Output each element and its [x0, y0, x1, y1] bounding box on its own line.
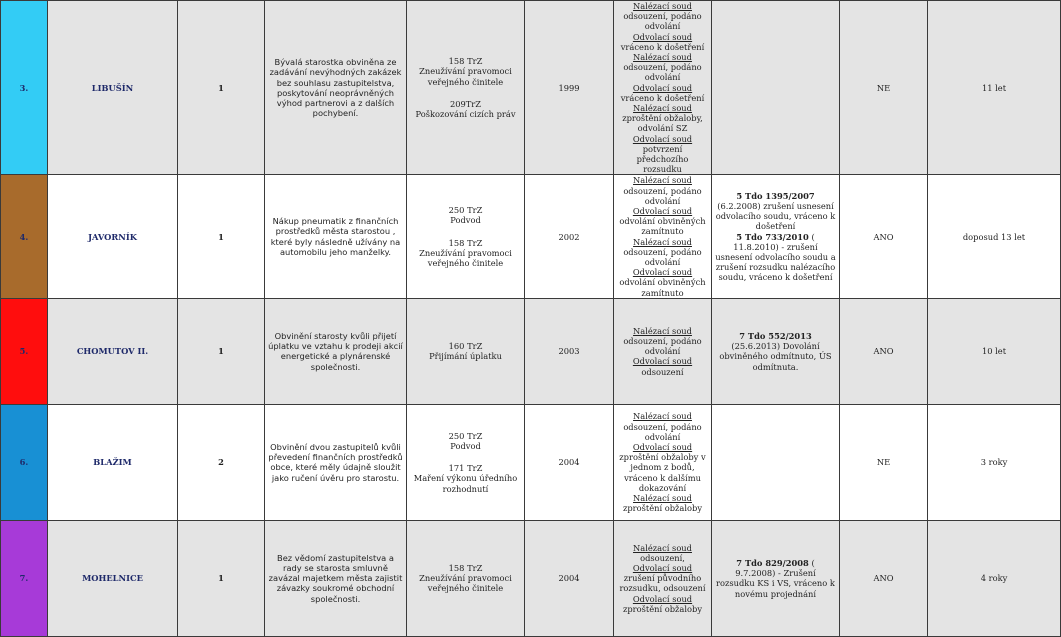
cases-table-body [1, 1, 1061, 637]
defendants-count: 1 [218, 82, 224, 93]
verdict-text: odsouzení, podáno odvolání [623, 185, 702, 206]
law-item: Zneužívání pravomoci veřejného činitele [419, 573, 512, 594]
law-spacer [410, 226, 521, 238]
duration-cell [928, 520, 1061, 636]
defendants-count: 2 [218, 457, 224, 468]
case-year: 2004 [558, 573, 580, 584]
case-year: 1999 [558, 82, 580, 93]
legal-qualification-cell [407, 298, 525, 404]
decision-reference: 7 Tdo 829/2008 [736, 557, 809, 568]
verdict-line [617, 493, 708, 513]
court-name: Odvolací soud [632, 441, 693, 452]
law-item: Zneužívání pravomoci veřejného činitele [419, 247, 512, 268]
case-duration: 10 let [981, 346, 1007, 357]
municipality-name: MOHELNICE [82, 573, 143, 584]
defendants-count-cell [178, 520, 265, 636]
table-row [1, 520, 1061, 636]
case-description: Bývalá starostka obviněna ze zadávání nevýhodných zakázek bez souhlasu zastupitelstva, poskytování neoprávněných výhod partnerovi a z dalších pochybení. [269, 57, 402, 119]
law-item: 158 TrZ [448, 237, 483, 248]
defendants-count: 1 [218, 573, 224, 584]
verdicts-cell [614, 404, 712, 520]
verdict-text: odsouzení, podáno odvolání [623, 11, 702, 32]
court-name: Nalézací soud [633, 411, 692, 422]
verdicts-cell [614, 175, 712, 298]
duration-cell [928, 175, 1061, 298]
law-item: Podvod [450, 215, 481, 226]
law-item: 171 TrZ [448, 463, 483, 474]
verdict-text: zproštění obžaloby [622, 503, 703, 514]
law-item: 158 TrZ [448, 563, 483, 574]
municipality-cell [48, 175, 178, 298]
case-duration: 11 let [981, 82, 1007, 93]
defendants-count-cell [178, 1, 265, 175]
duration-cell [928, 298, 1061, 404]
verdict-text: potvrzení předchozího rozsudku [636, 143, 689, 175]
municipality-name: LIBUŠÍN [91, 82, 134, 93]
decision-text: (25.6.2013) Dovolání obviněného odmítnuto, ÚS odmítnuta. [719, 341, 832, 372]
case-number: 4. [19, 231, 29, 242]
defendants-count-cell [178, 298, 265, 404]
supreme-court-cell [712, 1, 840, 175]
verdicts-cell [614, 520, 712, 636]
verdict-line [617, 206, 708, 237]
verdict-text: zrušení původního rozsudku, odsouzení [619, 573, 706, 594]
legal-qualification-cell [407, 520, 525, 636]
verdict-text: odsouzení, podáno odvolání [623, 421, 702, 442]
verdict-text: odvolání obviněných zamítnuto [619, 277, 706, 298]
report-flag: ANO [873, 346, 894, 357]
court-name: Nalézací soud [633, 52, 692, 63]
report-cell [840, 175, 928, 298]
defendants-count: 1 [218, 346, 224, 357]
table-row [1, 175, 1061, 298]
verdict-text: odsouzení, podáno odvolání [623, 62, 702, 83]
municipality-cell [48, 298, 178, 404]
municipality-cell [48, 1, 178, 175]
court-name: Odvolací soud [632, 206, 693, 217]
duration-cell [928, 1, 1061, 175]
report-flag: NE [876, 82, 891, 93]
supreme-court-cell [712, 298, 840, 404]
verdict-text: vráceno k došetření [620, 41, 705, 52]
law-item: 158 TrZ [448, 56, 483, 67]
court-name: Nalézací soud [633, 103, 692, 114]
law-spacer [410, 451, 521, 463]
law-item: Podvod [450, 441, 481, 452]
court-name: Odvolací soud [632, 267, 693, 278]
supreme-decision [715, 191, 836, 232]
legal-qualification-cell [407, 404, 525, 520]
report-cell [840, 520, 928, 636]
municipality-name: BLAŽIM [93, 457, 132, 468]
case-duration: 4 roky [980, 573, 1008, 584]
verdicts-cell [614, 298, 712, 404]
court-name: Odvolací soud [632, 31, 693, 42]
verdict-line [617, 103, 708, 134]
court-name: Odvolací soud [632, 133, 693, 144]
case-number-cell [1, 298, 48, 404]
case-description: Obvinění dvou zastupitelů kvůli převedení finančních prostředků obce, které měly údajně sloužit jako ručení úvěru pro starostu. [268, 441, 403, 483]
case-year: 2003 [558, 346, 580, 357]
verdict-line [617, 594, 708, 614]
duration-cell [928, 404, 1061, 520]
verdict-line [617, 442, 708, 493]
decision-reference: 5 Tdo 733/2010 [736, 231, 809, 242]
court-name: Odvolací soud [632, 593, 693, 604]
decision-text: ( 11.8.2010) - zrušení usnesení odvolacího soudu a zrušení rozsudku nalézacího soudu, vráceno k došetření [715, 231, 836, 283]
verdict-line [617, 83, 708, 103]
table-row [1, 404, 1061, 520]
decision-text: (6.2.2008) zrušení usnesení odvolacího soudu, vráceno k došetření [715, 200, 836, 232]
report-flag: ANO [873, 573, 894, 584]
decision-text: ( 9.7.2008) - Zrušení rozsudku KS i VS, vráceno k novému projednání [716, 557, 835, 599]
municipality-name: JAVORNÍK [88, 231, 137, 242]
decision-reference: 5 Tdo 1395/2007 [736, 190, 815, 201]
verdict-line [617, 1, 708, 32]
verdict-line [617, 134, 708, 175]
year-cell [525, 175, 614, 298]
defendants-count-cell [178, 404, 265, 520]
case-year: 2004 [558, 457, 580, 468]
law-spacer [410, 87, 521, 99]
law-item: 250 TrZ [448, 430, 483, 441]
municipality-cell [48, 520, 178, 636]
year-cell [525, 520, 614, 636]
year-cell [525, 404, 614, 520]
decision-reference: 7 Tdo 552/2013 [739, 330, 812, 341]
case-description-cell [265, 175, 407, 298]
law-item: Poškozování cizích práv [415, 109, 516, 120]
court-name: Nalézací soud [633, 175, 692, 186]
verdict-line [617, 52, 708, 83]
report-flag: ANO [873, 231, 894, 242]
table-row [1, 298, 1061, 404]
verdict-line [617, 411, 708, 442]
verdict-text: odvolání obviněných zamítnuto [619, 216, 706, 237]
verdict-line [617, 543, 708, 563]
case-description: Bez vědomí zastupitelstva a rady se starosta smluvně zavázal majetkem města zajistit závazky soukromé obchodní společnosti. [268, 552, 403, 604]
court-name: Nalézací soud [633, 542, 692, 553]
court-name: Odvolací soud [632, 82, 693, 93]
law-item: Přijímání úplatku [429, 351, 502, 362]
case-number-cell [1, 175, 48, 298]
verdict-text: odsouzení, podáno odvolání [623, 336, 702, 357]
case-description-cell [265, 298, 407, 404]
verdict-line [617, 237, 708, 268]
supreme-court-cell [712, 404, 840, 520]
case-number: 6. [19, 457, 29, 468]
report-cell [840, 1, 928, 175]
verdict-text: odsouzení [641, 366, 684, 377]
verdicts-cell [614, 1, 712, 175]
legal-qualification-cell [407, 1, 525, 175]
case-description-cell [265, 520, 407, 636]
case-duration: doposud 13 let [962, 231, 1026, 242]
case-description: Nákup pneumatik z finančních prostředků města starostou , které byly následně užívány na automobilu jeho manželky. [270, 216, 401, 257]
verdict-text: odsouzení, podáno odvolání [623, 246, 702, 268]
law-item: Maření výkonu úředního rozhodnutí [413, 473, 518, 494]
supreme-decision [715, 558, 836, 599]
court-name: Nalézací soud [633, 493, 692, 503]
supreme-decision [715, 331, 836, 372]
case-description: Obvinění starosty kvůli přijetí úplatku ve vztahu k prodeji akcií energetické a plynárenské společnosti. [268, 330, 403, 372]
law-item: 160 TrZ [448, 341, 483, 352]
case-year: 2002 [558, 231, 580, 242]
court-name: Odvolací soud [632, 563, 693, 574]
year-cell [525, 1, 614, 175]
case-number-cell [1, 520, 48, 636]
case-description-cell [265, 1, 407, 175]
court-name: Nalézací soud [633, 1, 692, 11]
court-name: Odvolací soud [632, 356, 693, 367]
municipality-cell [48, 404, 178, 520]
year-cell [525, 298, 614, 404]
legal-qualification-cell [407, 175, 525, 298]
law-item: Zneužívání pravomoci veřejného činitele [419, 66, 512, 87]
supreme-court-cell [712, 520, 840, 636]
municipality-name: CHOMUTOV II. [76, 346, 149, 357]
law-item: 250 TrZ [448, 205, 483, 216]
law-item: 209TrZ [449, 98, 482, 109]
supreme-court-cell [712, 175, 840, 298]
verdict-text: zproštění obžaloby, odvolání SZ [622, 113, 703, 134]
verdict-text: zproštění obžaloby v jednom z bodů, vráceno k dalšímu dokazování [619, 452, 706, 493]
table-row [1, 1, 1061, 175]
defendants-count: 1 [218, 231, 224, 242]
case-description-cell [265, 404, 407, 520]
case-number-cell [1, 1, 48, 175]
report-flag: NE [876, 457, 891, 468]
case-number: 7. [19, 573, 29, 584]
defendants-count-cell [178, 175, 265, 298]
verdict-line [617, 32, 708, 52]
court-name: Nalézací soud [633, 236, 692, 247]
verdict-line [617, 563, 708, 594]
case-number-cell [1, 404, 48, 520]
report-cell [840, 298, 928, 404]
case-number: 5. [19, 346, 29, 357]
case-number: 3. [19, 82, 29, 93]
supreme-decision [715, 232, 836, 283]
verdict-line [617, 175, 708, 206]
court-name: Nalézací soud [633, 325, 692, 336]
verdict-line [617, 326, 708, 357]
verdict-text: zproštění obžaloby [622, 603, 703, 614]
verdict-line [617, 267, 708, 298]
report-cell [840, 404, 928, 520]
case-duration: 3 roky [980, 457, 1008, 468]
verdict-text: vráceno k došetření [620, 92, 705, 103]
verdict-text: odsouzení, [640, 552, 685, 563]
verdict-line [617, 356, 708, 376]
